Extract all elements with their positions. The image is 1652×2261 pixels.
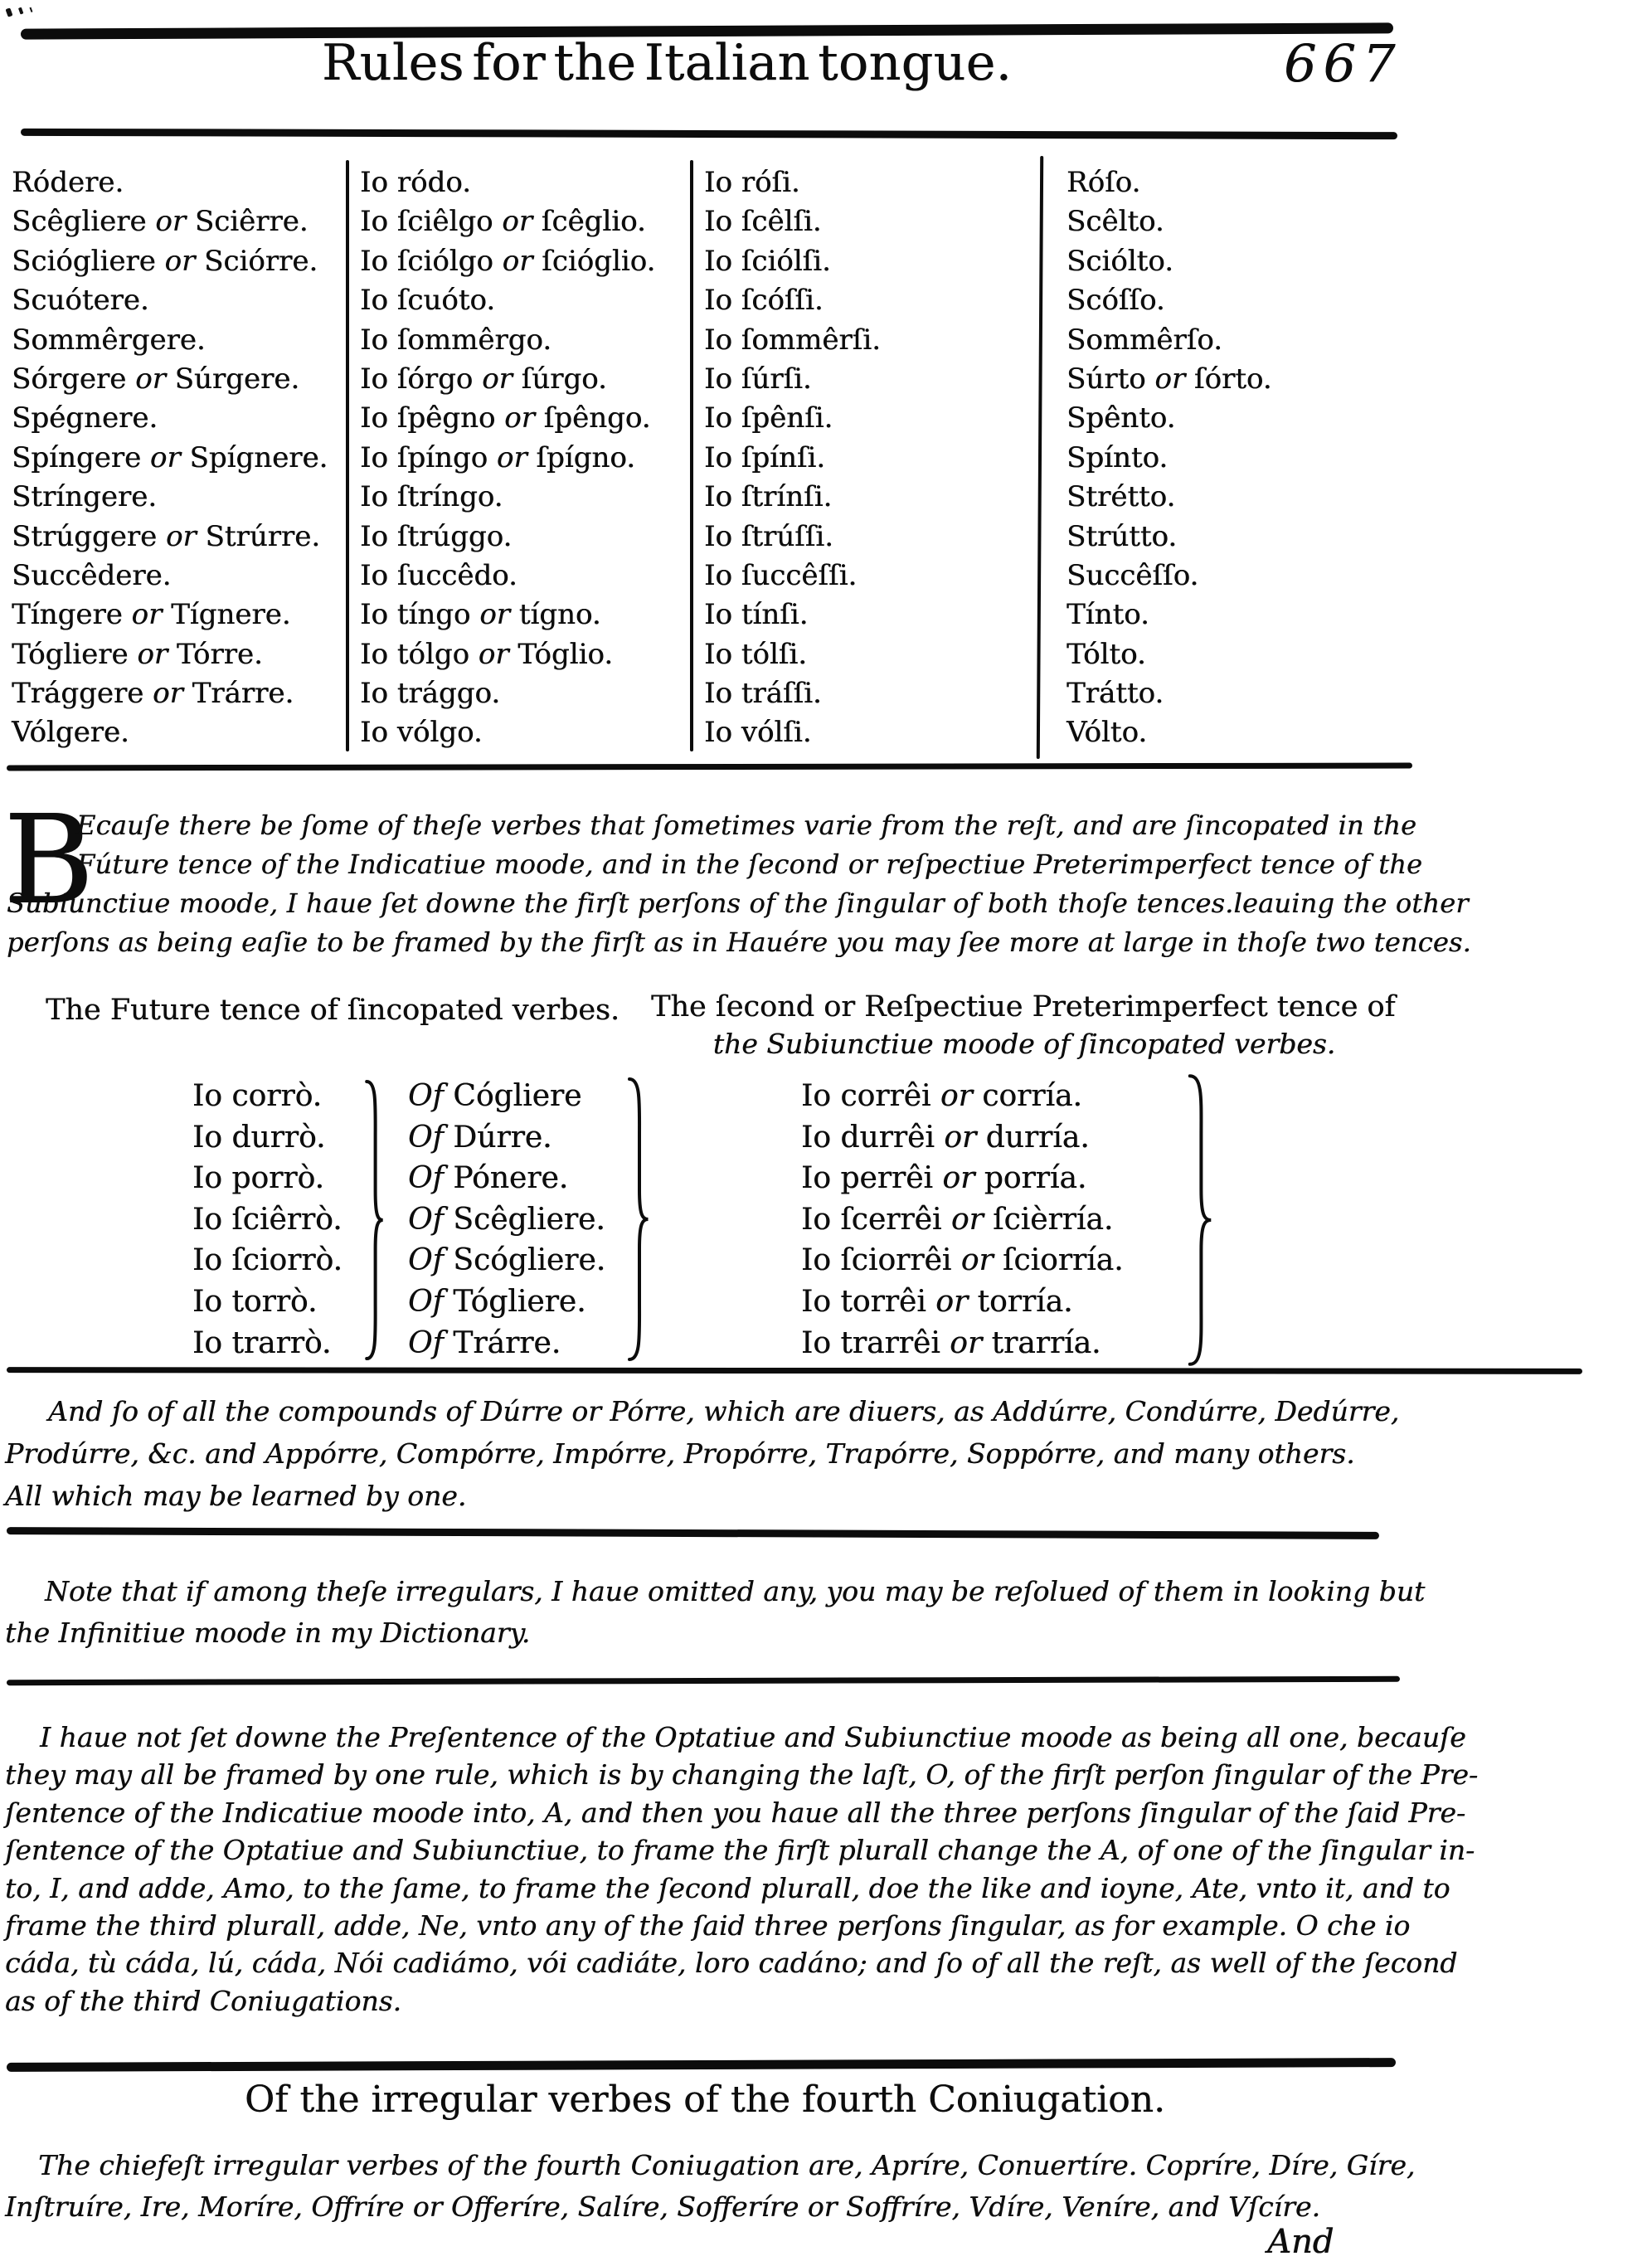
verb-table-column-preterit <box>704 163 881 753</box>
verb-infinitive: Stríngere. <box>12 480 158 514</box>
preterimperfect-form: Io ſciorrêi or ſciorría. <box>801 1243 1124 1278</box>
verb-preterit: Io ſommêrſi. <box>704 323 881 357</box>
drop-cap-b: B <box>3 789 94 931</box>
verb-preterit: Io ſcêlſi. <box>704 205 822 239</box>
future-io-form: Io corrò. <box>192 1079 323 1113</box>
preterimperfect-heading-line1: The ſecond or Reſpectiue Preterimperfect tence of <box>651 990 1396 1024</box>
verb-infinitive: Tíngere or Tígnere. <box>12 598 291 632</box>
horizontal-rule <box>7 1367 1582 1374</box>
verb-preterit: Io ſpínſi. <box>704 440 826 474</box>
verb-preterit: Io ſpênſi. <box>704 401 833 435</box>
future-of-forms-list <box>408 1076 605 1364</box>
horizontal-rule-under-table <box>7 763 1412 771</box>
verb-infinitive: Sórgere or Súrgere. <box>12 362 300 396</box>
verb-infinitive: Strúggere or Strúrre. <box>12 519 321 553</box>
verb-table-column-participles <box>1067 163 1272 753</box>
verb-preterit: Io ſtrínſi. <box>704 480 833 514</box>
preterimperfect-form: Io corrêi or corría. <box>801 1079 1082 1113</box>
paragraph-line: And ſo of all the compounds of Dúrre or Pórre, which are diuers, as Addúrre, Condúrre, Dedúrre, <box>48 1395 1400 1427</box>
preterimperfect-form: Io trarrêi or trarría. <box>801 1325 1101 1360</box>
verb-infinitive: Tógliere or Tórre. <box>12 637 263 671</box>
verb-preterit: Io ſuccêſſi. <box>704 558 858 592</box>
verb-table-column-present <box>360 163 655 753</box>
verb-present: Io vólgo. <box>360 716 483 750</box>
because-paragraph <box>7 806 1471 962</box>
verb-participle: Succêſſo. <box>1067 558 1199 592</box>
table-column-divider <box>690 160 693 751</box>
verb-preterit: Io ſcóſſi. <box>704 284 824 318</box>
verb-present: Io ródo. <box>360 166 471 199</box>
future-io-form: Io torrò. <box>192 1284 318 1319</box>
verb-infinitive: Trággere or Trárre. <box>12 677 294 711</box>
verb-participle: Strétto. <box>1067 480 1176 514</box>
verb-infinitive: Sciógliere or Sciórre. <box>12 244 318 278</box>
preterimperfect-heading <box>651 990 1397 1060</box>
fourth-conjugation-paragraph <box>5 2145 1415 2228</box>
paragraph-line: Note that if among theſe irregulars, I haue omitted any, you may be reſolued of them in looking but <box>45 1575 1426 1607</box>
verb-infinitive: Ródere. <box>12 166 124 199</box>
catchword: And <box>1267 2223 1334 2261</box>
verb-infinitive: Sommêrgere. <box>12 323 206 357</box>
paragraph-line: Subiunctiue moode, I haue ſet downe the firſt perſons of the ſingular of both thoſe tences.leauing the other <box>7 887 1469 919</box>
future-of-form: Of Tógliere. <box>408 1284 586 1319</box>
paragraph-line: All which may be learned by one. <box>5 1480 467 1512</box>
table-column-divider <box>1037 156 1043 759</box>
future-of-form: Of Pónere. <box>408 1161 569 1196</box>
verb-present: Io ſuccêdo. <box>360 558 517 592</box>
page-title: Rules for the Italian tongue. <box>322 34 1013 92</box>
paragraph-line: as of the third Coniugations. <box>5 1984 402 2017</box>
paragraph-line: Prodúrre, &c. and Appórre, Compórre, Impórre, Propórre, Trapórre, Soppórre, and many others. <box>5 1437 1355 1470</box>
paragraph-line: Inſtruíre, Ire, Moríre, Offríre or Offeríre, Salíre, Sofferíre or Soffríre, Vdíre, Veníre, and Vſcíre. <box>5 2190 1320 2223</box>
verb-present: Io ſtrúggo. <box>360 519 513 553</box>
verb-preterit: Io tráſſi. <box>704 677 822 711</box>
preterimperfect-form: Io ſcerrêi or ſcièrría. <box>801 1202 1114 1237</box>
verb-present: Io ſciólgo or ſcióglio. <box>360 244 656 278</box>
verb-present: Io ſpíngo or ſpígno. <box>360 440 635 474</box>
preterimperfect-form: Io durrêi or durría. <box>801 1120 1090 1155</box>
paragraph-line: ſentence of the Indicatiue moode into, A, and then you haue all the three perſons ſingular of the ſaid Pre- <box>5 1796 1466 1829</box>
verb-present: Io ſpêgno or ſpêngo. <box>360 401 651 435</box>
verb-infinitive: Scêgliere or Sciêrre. <box>12 205 309 239</box>
verb-present: Io ſommêrgo. <box>360 323 552 357</box>
verb-present: Io ſórgo or ſúrgo. <box>360 362 607 396</box>
curly-brace-icon <box>624 1073 649 1365</box>
future-io-forms-list <box>192 1076 343 1364</box>
curly-brace-icon <box>362 1076 384 1364</box>
horizontal-rule-under-title <box>21 129 1397 139</box>
future-of-form: Of Scógliere. <box>408 1243 606 1278</box>
verb-participle: Sommêrſo. <box>1067 323 1222 357</box>
future-of-form: Of Trárre. <box>408 1325 561 1360</box>
verb-participle: Sciólto. <box>1067 244 1173 278</box>
future-tense-heading: The Future tence of ſincopated verbes. <box>46 994 620 1027</box>
verb-preterit: Io vólſi. <box>704 716 812 750</box>
horizontal-rule <box>7 2058 1396 2072</box>
verb-present: Io trággo. <box>360 677 501 711</box>
horizontal-rule <box>7 1676 1400 1685</box>
future-of-form: Of Dúrre. <box>408 1120 552 1155</box>
verb-present: Io tíngo or tígno. <box>360 598 601 632</box>
verb-preterit: Io tólſi. <box>704 637 807 671</box>
future-of-form: Of Cógliere <box>408 1079 582 1113</box>
verb-infinitive: Vólgere. <box>12 716 129 750</box>
verb-preterit: Io ſúrſi. <box>704 362 812 396</box>
verb-infinitive: Spégnere. <box>12 401 158 435</box>
future-io-form: Io trarrò. <box>192 1325 332 1360</box>
verb-infinitive: Scuótere. <box>12 284 149 318</box>
paragraph-line: Fúture tence of the Indicatiue moode, and in the ſecond or reſpectiue Preterimperfect tence of the <box>76 848 1423 880</box>
verb-participle: Spênto. <box>1067 401 1176 435</box>
compounds-paragraph <box>5 1390 1415 1517</box>
paragraph-line: perſons as being eaſie to be framed by the firſt as in Hauére you may ſee more at large in thoſe two tences. <box>7 926 1471 958</box>
verb-present: Io ſciêlgo or ſcêglio. <box>360 205 646 239</box>
ink-speck <box>5 7 12 17</box>
note-paragraph <box>5 1571 1426 1654</box>
paragraph-line: the Infinitiue moode in my Dictionary. <box>5 1617 531 1649</box>
preterimperfect-heading-line2: the Subiunctiue moode of ſincopated verbes. <box>712 1028 1336 1060</box>
verb-participle: Tínto. <box>1067 598 1149 632</box>
future-io-form: Io ſciêrrò. <box>192 1202 343 1237</box>
future-io-form: Io porrò. <box>192 1161 324 1196</box>
paragraph-line: The chiefeſt irregular verbes of the fourth Coniugation are, Apríre, Conuertíre. Copríre, Díre, Gíre, <box>38 2149 1416 2181</box>
preterimperfect-form: Io torrêi or torría. <box>801 1284 1073 1319</box>
table-column-divider <box>346 160 349 751</box>
verb-infinitive: Succêdere. <box>12 558 172 592</box>
presentence-paragraph <box>5 1719 1479 2020</box>
paragraph-line: Ecauſe there be ſome of theſe verbes that ſometimes varie from the reſt, and are ſincopated in the <box>76 810 1417 841</box>
paragraph-line: cáda, tù cáda, lú, cáda, Nói cadiámo, vói cadiáte, loro cadáno; and ſo of all the reſt, as well of the ſecond <box>5 1947 1458 1980</box>
preterimperfect-form: Io perrêi or porría. <box>801 1161 1087 1196</box>
verb-present: Io tólgo or Tóglio. <box>360 637 614 671</box>
verb-infinitive: Spíngere or Spígnere. <box>12 440 328 474</box>
verb-participle: Trátto. <box>1067 677 1164 711</box>
verb-participle: Scêlto. <box>1067 205 1164 239</box>
paragraph-line: I haue not ſet downe the Preſentence of the Optatiue and Subiunctiue moode as being all one, becauſe <box>40 1721 1466 1753</box>
page-number: 667 <box>1284 33 1402 94</box>
future-io-form: Io ſciorrò. <box>192 1243 343 1278</box>
verb-preterit: Io ſciólſi. <box>704 244 831 278</box>
verb-participle: Strútto. <box>1067 519 1178 553</box>
verb-preterit: Io tínſi. <box>704 598 809 632</box>
verb-preterit: Io ſtrúſſi. <box>704 519 833 553</box>
horizontal-rule <box>7 1527 1379 1539</box>
paragraph-line: ſentence of the Optatiue and Subiunctiue, to frame the firſt plurall change the A, of one of the ſingular in- <box>5 1834 1475 1867</box>
verb-present: Io ſcuóto. <box>360 284 496 318</box>
future-of-form: Of Scêgliere. <box>408 1202 605 1237</box>
verb-participle: Vólto. <box>1067 716 1148 750</box>
curly-brace-icon <box>1184 1070 1212 1370</box>
future-io-form: Io durrò. <box>192 1120 326 1155</box>
paragraph-line: frame the third plurall, adde, Ne, vnto any of the ſaid three perſons ſingular, as for example. O che io <box>5 1909 1411 1943</box>
verb-preterit: Io róſi. <box>704 166 800 199</box>
fourth-conjugation-heading: Of the irregular verbes of the fourth Coniugation. <box>245 2079 1165 2121</box>
verb-participle: Scóſſo. <box>1067 284 1165 318</box>
verb-table-column-infinitives <box>12 163 328 753</box>
verb-participle: Súrto or ſórto. <box>1067 362 1272 396</box>
paragraph-line: they may all be framed by one rule, which is by changing the laſt, O, of the firſt perſon ſingular of the Pre- <box>5 1758 1479 1792</box>
verb-participle: Tólto. <box>1067 637 1146 671</box>
verb-participle: Spínto. <box>1067 440 1169 474</box>
verb-present: Io ſtríngo. <box>360 480 503 514</box>
paragraph-line: to, I, and adde, Amo, to the ſame, to frame the ſecond plurall, doe the like and ioyne, Ate, vnto it, and to <box>5 1871 1450 1904</box>
verb-participle: Róſo. <box>1067 166 1141 199</box>
preterimperfect-forms-list <box>801 1076 1124 1364</box>
